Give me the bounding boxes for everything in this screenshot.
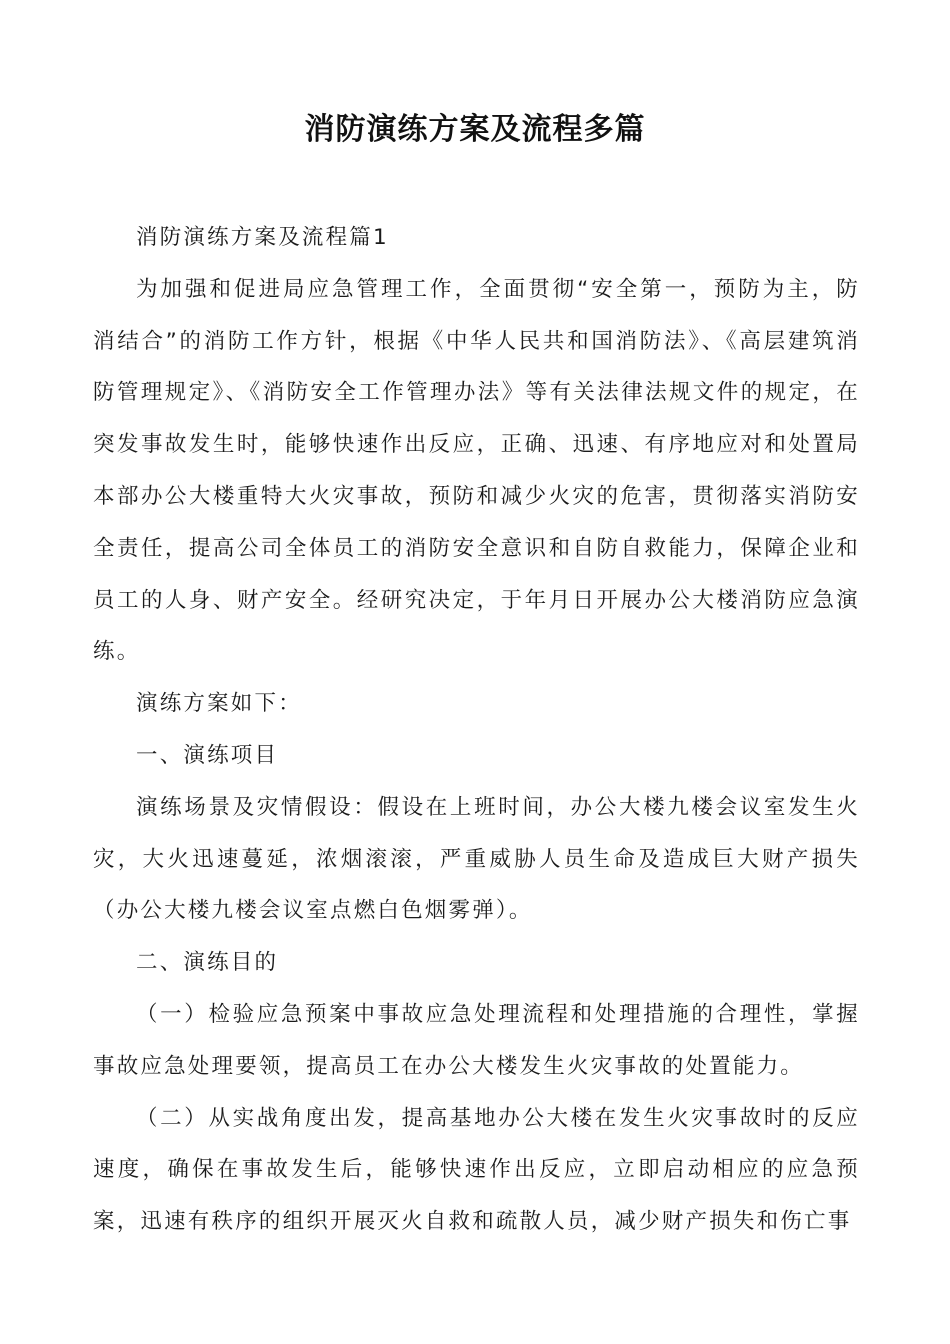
body-paragraph: 为加强和促进局应急管理工作，全面贯彻“安全第一，预防为主，防消结合”的消防工作方针，根据《中华人民共和国消防法》、《高层建筑消防管理规定》、《消防安全工作管理办法》等有关法律法规文件的规定，在突发事故发生时，能够快速作出反应，正确、迅速、有序地应对和处置局本部办公大楼重特大火灾事故，预防和减少火灾的危害，贯彻落实消防安全责任，提高公司全体员工的消防安全意识和自防自救能力，保障企业和员工的人身、财产安全。经研究决定，于年月日开展办公大楼消防应急演练。 [93, 276, 860, 665]
document-body [93, 212, 860, 1248]
body-paragraph: 演练方案如下： [136, 691, 302, 717]
section-heading: 消防演练方案及流程篇1 [136, 225, 389, 250]
document-title: 消防演练方案及流程多篇 [304, 112, 646, 147]
section-heading: 二、演练目的 [136, 950, 279, 976]
body-paragraph: （一）检验应急预案中事故应急处理流程和处理措施的合理性，掌握事故应急处理要领，提高员工在办公大楼发生火灾事故的处置能力。 [93, 1001, 860, 1079]
body-paragraph: 演练场景及灾情假设：假设在上班时间，办公大楼九楼会议室发生火灾，大火迅速蔓延，浓烟滚滚，严重威胁人员生命及造成巨大财产损失（办公大楼九楼会议室点燃白色烟雾弹）。 [93, 794, 860, 924]
body-paragraph: （二）从实战角度出发，提高基地办公大楼在发生火灾事故时的反应速度，确保在事故发生后，能够快速作出反应，立即启动相应的应急预案，迅速有秩序的组织开展灭火自救和疏散人员，减少财产损失和伤亡事 [93, 1105, 860, 1235]
section-heading: 一、演练项目 [136, 742, 279, 768]
